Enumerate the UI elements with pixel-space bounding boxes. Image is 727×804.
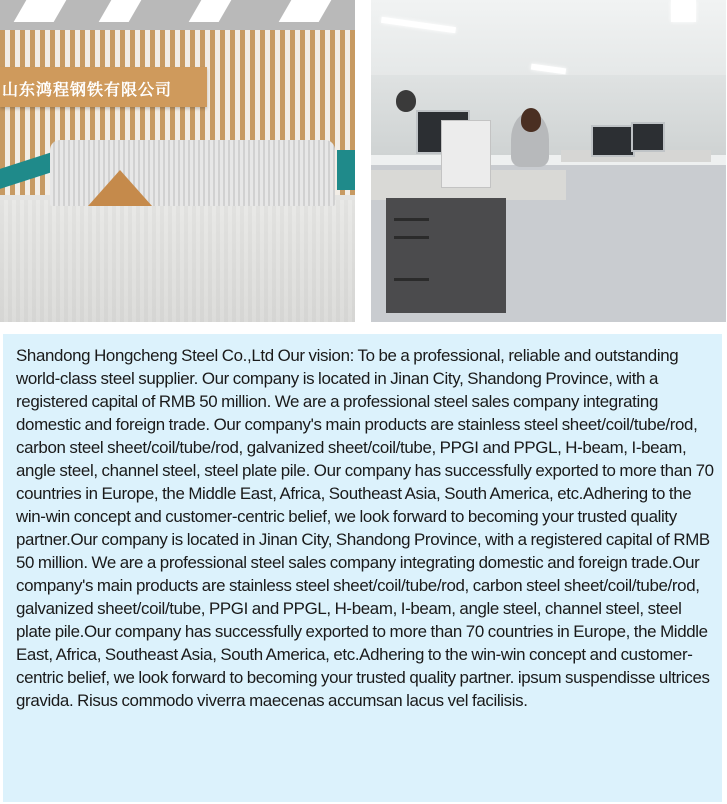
drawer-handle bbox=[394, 236, 429, 239]
company-sign-text: 山东鸿程钢铁有限公司 bbox=[2, 80, 173, 99]
drawer-handle bbox=[394, 218, 429, 221]
computer-tower bbox=[441, 120, 491, 188]
office-workspace-photo bbox=[371, 0, 726, 322]
filing-cabinet bbox=[386, 198, 506, 313]
person-head bbox=[396, 90, 416, 112]
mountain-logo bbox=[88, 170, 152, 206]
office-photo-frame bbox=[371, 0, 726, 322]
company-sign bbox=[0, 67, 207, 107]
monitor bbox=[631, 122, 665, 152]
company-description-text: Shandong Hongcheng Steel Co.,Ltd Our vision: To be a professional, reliable and outstanding world-class steel supplier. Our company is located in Jinan City, Shandong Province, with a registered capital of RMB 50 million. We are a professional steel sales company integrating domestic and foreign trade. Our company's main products are stainless steel sheet/coil/tube/rod, carbon steel sheet/coil/tube/rod, galvanized sheet/coil/tube, PPGI and PPGL, H-beam, I-beam, angle steel, channel steel, steel plate pile. Our company has successfully exported to more than 70 countries in Europe, the Middle East, Africa, Southeast Asia, South America, etc.Adhering to the win-win concept and customer-centric belief, we look forward to becoming your trusted quality partner.Our company is located in Jinan City, Shandong Province, with a registered capital of RMB 50 million. We are a professional steel sales company integrating domestic and foreign trade.Our company's main products are stainless steel sheet/coil/tube/rod, carbon steel sheet/coil/tube/rod, galvanized sheet/coil/tube, PPGI and PPGL, H-beam, I-beam, angle steel, channel steel, steel plate pile.Our company has successfully exported to more than 70 countries in Europe, the Middle East, Africa, Southeast Asia, South America, etc.Adhering to the win-win concept and customer-centric belief, we look forward to becoming your trusted quality partner. ipsum suspendisse ultrices gravida. Risus commodo viverra maecenas accumsan lacus vel facilisis. bbox=[16, 346, 714, 710]
floor-texture bbox=[0, 200, 355, 322]
decor-stripe bbox=[337, 150, 355, 190]
description-panel bbox=[3, 334, 722, 802]
person-head bbox=[521, 108, 541, 132]
company-description-section bbox=[0, 334, 727, 804]
ceiling-light bbox=[671, 0, 696, 22]
photo-gallery bbox=[0, 0, 727, 322]
reception-photo-frame bbox=[0, 0, 355, 322]
drawer-handle bbox=[394, 278, 429, 281]
monitor bbox=[591, 125, 635, 157]
reception-lobby-photo bbox=[0, 0, 355, 322]
